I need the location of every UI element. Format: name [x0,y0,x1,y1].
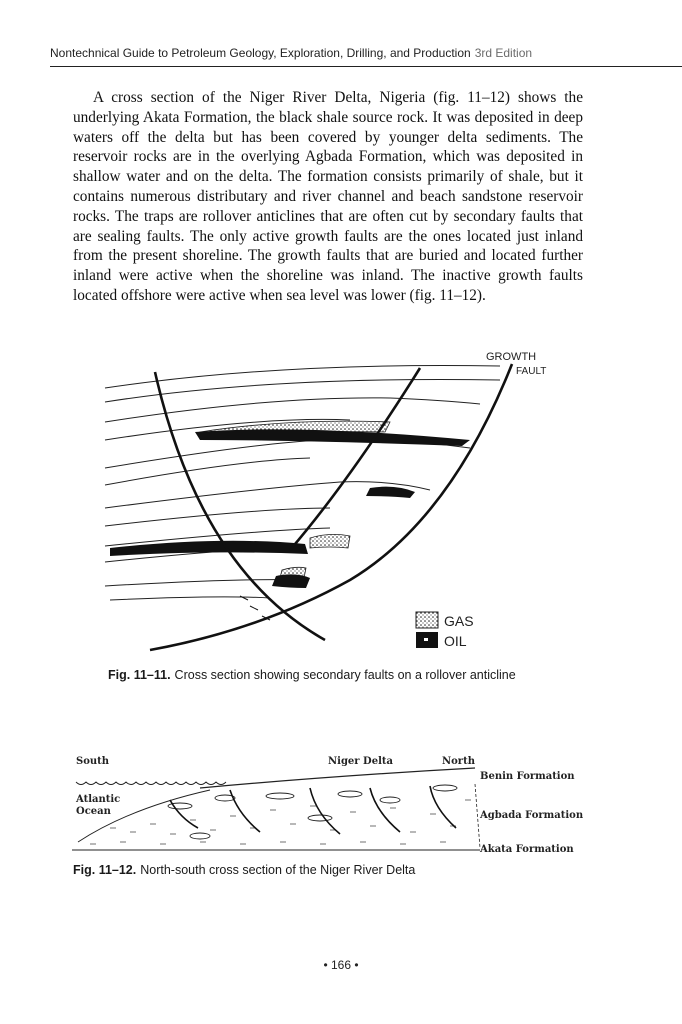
gas-legend-label: GAS [444,613,474,629]
growth-faults [170,786,456,834]
figure-11-12 [70,748,610,858]
south-label: South [76,756,110,767]
growth-label: GROWTH [486,351,537,363]
edition-label: 3rd Edition [474,46,533,60]
figure-11-12-caption [73,863,415,877]
caption-text: Cross section showing secondary faults on a rollover anticline [174,668,516,682]
figure-11-11-caption [108,668,516,682]
oil-legend-label: OIL [444,633,467,649]
akata-formation-label: Akata Formation [480,844,574,855]
niger-delta-label: Niger Delta [328,756,393,767]
fault-ticks [240,596,270,620]
book-title: Nontechnical Guide to Petroleum Geology, Exploration, Drilling, and Production [50,46,471,60]
header-rule [50,66,682,67]
caption-text: North-south cross section of the Niger River Delta [140,863,416,877]
atlantic-label: Atlantic [76,794,121,805]
body-paragraph: A cross section of the Niger River Delta, Nigeria (fig. 11–12) shows the underlying Akata Formation, the black shale source rock. It was deposited in deep waters off the delta but has been covered by younger delta sediments. The reservoir rocks are in the overlying Agbada Formation, which was deposited in shallow water and on the delta. The formation consists primarily of shale, but it contains numerous distributary and river channel and beach sandstone reservoir rocks. The traps are rollover anticlines that are often cut by secondary faults that are sealing faults. The only active growth faults are the ones located just inland from the present shoreline. The growth faults that are buried and located further inland were active when the shoreline was inland. The inactive growth faults located offshore were active when sea level was lower (fig. 11–12). [73,89,583,304]
agbada-shale-dashes [90,800,471,844]
caption-number: Fig. 11–11. [108,668,171,682]
agbada-formation-label: Agbada Formation [480,810,584,821]
gas-legend-swatch [416,612,438,628]
figure-11-11 [100,340,580,660]
formation-boundaries [72,768,480,850]
sea-waves [76,782,226,785]
strata-lines [105,365,500,600]
fault-label: FAULT [516,366,547,377]
benin-formation-label: Benin Formation [480,771,575,782]
page-number: • 166 • [323,958,359,972]
gas-reservoirs [200,421,390,578]
oil-legend-swatch [416,632,438,648]
north-label: North [442,756,475,767]
ocean-label: Ocean [76,806,111,817]
faults [150,364,512,650]
running-header [50,46,682,60]
sand-lenses [168,785,457,839]
caption-number: Fig. 11–12. [73,863,137,877]
